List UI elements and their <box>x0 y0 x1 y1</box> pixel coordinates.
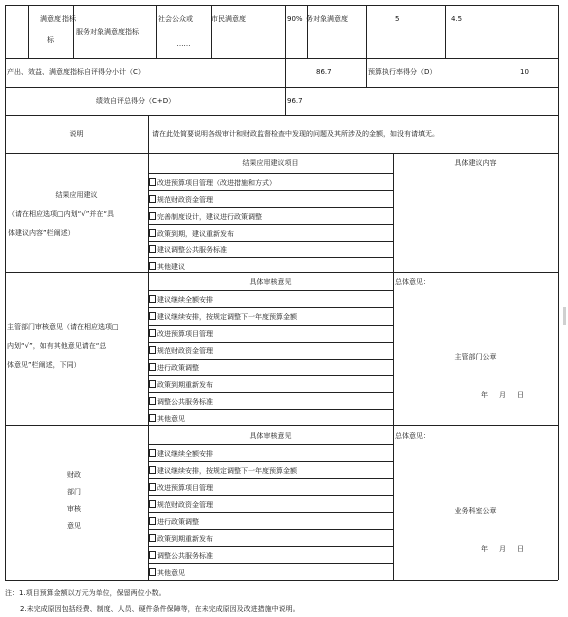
option-checkbox[interactable] <box>149 363 199 373</box>
checkbox-icon[interactable] <box>149 414 156 422</box>
dept-date-month: 月 <box>499 391 506 399</box>
finance-date-month: 月 <box>499 545 506 553</box>
option-checkbox[interactable] <box>149 466 297 476</box>
checkbox-icon[interactable] <box>149 212 156 220</box>
checkbox-icon[interactable] <box>149 346 156 354</box>
option-label: 完善制度设计，建议进行政策调整 <box>157 213 262 221</box>
subindicator-label: 服务对象满意度指标 <box>76 28 139 36</box>
option-label: 规范财政资金管理 <box>157 347 213 355</box>
result-title: 结果应用建议 <box>55 191 98 199</box>
option-label: 其他意见 <box>157 569 185 577</box>
option-label: 建议调整公共服务标准 <box>157 246 227 254</box>
option-label: 调整公共服务标准 <box>157 552 213 560</box>
dept-col-header: 具体审核意见 <box>249 278 292 286</box>
option-checkbox[interactable] <box>149 534 213 544</box>
note-2: 2.未完成原因包括经费、制度、人员、硬件条件保障等，在未完成原因及改进措施中说明。 <box>20 605 300 613</box>
option-checkbox[interactable] <box>149 329 213 339</box>
dept-overall-label: 总体意见： <box>395 278 430 286</box>
checkbox-icon[interactable] <box>149 178 156 186</box>
indicator-label: 满意度 <box>40 15 61 23</box>
option-label: 改进预算项目管理 <box>157 484 213 492</box>
finance-title-char: 财政 <box>67 471 81 479</box>
option-checkbox[interactable] <box>149 397 213 407</box>
option-checkbox[interactable] <box>149 380 213 390</box>
option-label: 政策到期，建议重新发布 <box>157 230 234 238</box>
finance-title <box>62 467 86 535</box>
option-checkbox[interactable] <box>149 414 185 424</box>
exec-rate-label: 预算执行率得分（D） <box>368 68 437 76</box>
option-label: 其他建议 <box>157 263 185 271</box>
checkbox-icon[interactable] <box>149 245 156 253</box>
checkbox-icon[interactable] <box>149 551 156 559</box>
note-1: 注：1.项目预算金额以万元为单位，保留两位小数。 <box>5 589 166 597</box>
scrollbar-thumb[interactable] <box>563 307 566 325</box>
dept-title: 主管部门审核意见（请在相应选项□ <box>7 323 119 331</box>
checkbox-icon[interactable] <box>149 517 156 525</box>
target-label-2: 市民满意度 <box>211 15 246 23</box>
option-label: 进行政策调整 <box>157 518 199 526</box>
total-score-value: 96.7 <box>287 97 303 105</box>
indicator-label-3: 标 <box>47 36 54 44</box>
checkbox-icon[interactable] <box>149 262 156 270</box>
option-label: 改进预算项目管理（改进措施和方式） <box>157 179 276 187</box>
explain-label: 说明 <box>69 130 84 138</box>
exec-rate-value: 10 <box>520 68 529 76</box>
actual-score-value: 4.5 <box>451 15 463 23</box>
total-score-label: 绩效自评总得分（C+D） <box>96 97 176 105</box>
option-label: 调整公共服务标准 <box>157 398 213 406</box>
dept-date-day: 日 <box>517 391 524 399</box>
checkbox-icon[interactable] <box>149 229 156 237</box>
checkbox-icon[interactable] <box>149 329 156 337</box>
option-checkbox[interactable] <box>149 195 213 205</box>
checkbox-icon[interactable] <box>149 449 156 457</box>
checkbox-icon[interactable] <box>149 312 156 320</box>
actual-label: 务对象满意度 <box>306 15 348 23</box>
checkbox-icon[interactable] <box>149 363 156 371</box>
option-label: 政策到期重新发布 <box>157 381 213 389</box>
option-label: 改进预算项目管理 <box>157 330 213 338</box>
checkbox-icon[interactable] <box>149 195 156 203</box>
option-label: 政策到期重新发布 <box>157 535 213 543</box>
result-col-header: 结果应用建议项目 <box>242 159 299 167</box>
dept-seal-label: 主管部门公章 <box>454 353 497 361</box>
option-checkbox[interactable] <box>149 312 297 322</box>
option-label: 建议继续安排，按规定调整下一年度预算金额 <box>157 313 297 321</box>
explain-text: 请在此处简要说明各级审计和财政监督检查中发现的问题及其所涉及的金额，如没有请填无。 <box>152 130 439 138</box>
ellipsis-text: …… <box>176 40 191 48</box>
option-checkbox[interactable] <box>149 346 213 356</box>
checkbox-icon[interactable] <box>149 466 156 474</box>
option-label: 进行政策调整 <box>157 364 199 372</box>
option-label: 规范财政资金管理 <box>157 501 213 509</box>
option-checkbox[interactable] <box>149 568 185 578</box>
finance-col-header: 具体审核意见 <box>249 432 292 440</box>
finance-title-char: 部门 <box>67 488 81 496</box>
option-checkbox[interactable] <box>149 229 234 239</box>
finance-title-char: 审核 <box>67 505 81 513</box>
finance-overall-label: 总体意见： <box>395 432 430 440</box>
checkbox-icon[interactable] <box>149 397 156 405</box>
dept-date-year: 年 <box>481 391 488 399</box>
option-checkbox[interactable] <box>149 212 262 222</box>
result-title-3: 体建议内容”栏阐述） <box>8 229 75 237</box>
finance-date-day: 日 <box>517 545 524 553</box>
option-label: 其他意见 <box>157 415 185 423</box>
finance-seal-label: 业务科室公章 <box>454 507 497 515</box>
target-label-1: 社会公众或 <box>158 15 193 23</box>
dept-title-2: 内划“√”，如有其他意见请在“总 <box>7 342 107 350</box>
option-checkbox[interactable] <box>149 517 199 527</box>
finance-title-char: 意见 <box>67 522 81 530</box>
checkbox-icon[interactable] <box>149 534 156 542</box>
subtotal-value: 86.7 <box>316 68 332 76</box>
checkbox-icon[interactable] <box>149 568 156 576</box>
indicator-label-2: 指标 <box>62 15 76 23</box>
result-content-header: 具体建议内容 <box>454 159 497 167</box>
option-checkbox[interactable] <box>149 295 213 305</box>
option-label: 建议继续安排，按规定调整下一年度预算金额 <box>157 467 297 475</box>
option-label: 建议继续全额安排 <box>157 450 213 458</box>
checkbox-icon[interactable] <box>149 295 156 303</box>
option-checkbox[interactable] <box>149 483 213 493</box>
option-label: 建议继续全额安排 <box>157 296 213 304</box>
result-title-2: （请在相应选项□内划“√”并在“具 <box>8 210 114 218</box>
option-checkbox[interactable] <box>149 262 185 272</box>
checkbox-icon[interactable] <box>149 500 156 508</box>
finance-date-year: 年 <box>481 545 488 553</box>
index-percent: 90% <box>287 15 303 23</box>
option-checkbox[interactable] <box>149 500 213 510</box>
score-value: 5 <box>395 15 400 23</box>
option-checkbox[interactable] <box>149 551 213 561</box>
checkbox-icon[interactable] <box>149 483 156 491</box>
option-checkbox[interactable] <box>149 178 276 188</box>
subtotal-label: 产出、效益、满意度指标自评得分小计（C） <box>7 68 145 76</box>
option-checkbox[interactable] <box>149 245 227 255</box>
dept-title-3: 体意见”栏阐述，下同） <box>7 361 81 369</box>
checkbox-icon[interactable] <box>149 380 156 388</box>
option-checkbox[interactable] <box>149 449 213 459</box>
option-label: 规范财政资金管理 <box>157 196 213 204</box>
